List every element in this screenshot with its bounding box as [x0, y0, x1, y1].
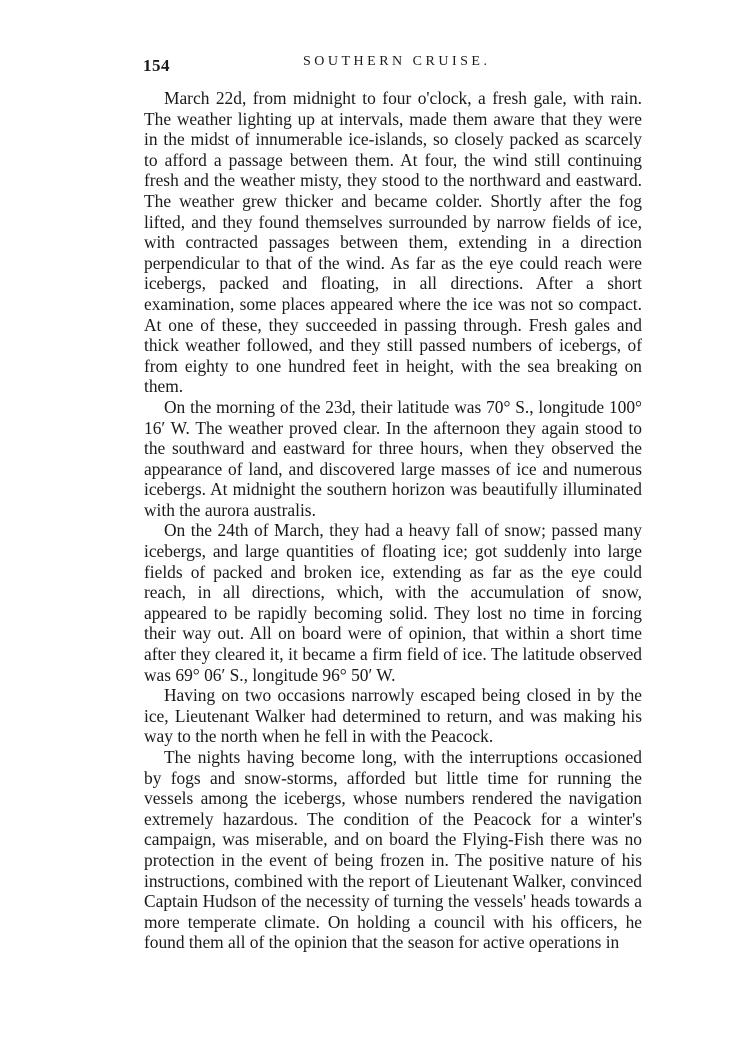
- running-head: [143, 52, 643, 76]
- paragraph: Having on two occasions narrowly escaped being closed in by the ice, Lieutenant Walker had determined to return, and was making his way to the north when he fell in with the Peacock.: [144, 685, 642, 747]
- paragraph: On the morning of the 23d, their latitude was 70° S., longitude 100° 16′ W. The weather proved clear. In the afternoon they again stood to the southward and eastward for three hours, when they observed the appearance of land, and discovered large masses of ice and numerous icebergs. At midnight the southern horizon was beautifully illuminated with the aurora australis.: [144, 396, 642, 520]
- page-number: 154: [143, 56, 170, 75]
- paragraph: The nights having become long, with the interruptions occasioned by fogs and snow-storms, afforded but little time for running the vessels among the icebergs, whose numbers rendered the navigation extremely hazardous. The condition of the Peacock for a winter's campaign, was miserable, and on board the Flying-Fish there was no protection in the event of being frozen in. The positive nature of his instructions, combined with the report of Lieutenant Walker, convinced Captain Hudson of the necessity of turning the vessels' heads towards a more temperate climate. On holding a council with his officers, he found them all of the opinion that the season for active operations in: [144, 747, 642, 953]
- running-title: SOUTHERN CRUISE.: [303, 54, 491, 69]
- paragraph: March 22d, from midnight to four o'clock, a fresh gale, with rain. The weather lighting up at intervals, made them aware that they were in the midst of innumerable ice-islands, so closely packed as scarcely to afford a passage between them. At four, the wind still continuing fresh and the weather misty, they stood to the northward and eastward. The weather grew thicker and became colder. Shortly after the fog lifted, and they found themselves surrounded by narrow fields of ice, with contracted passages between them, extending in a direction perpendicular to that of the wind. As far as the eye could reach were icebergs, packed and floating, in all directions. After a short examination, some places appeared where the ice was not so compact. At one of these, they succeeded in passing through. Fresh gales and thick weather followed, and they still passed numbers of icebergs, of from eighty to one hundred feet in height, with the sea breaking on them.: [144, 88, 642, 397]
- paragraph: On the 24th of March, they had a heavy fall of snow; passed many icebergs, and large quantities of floating ice; got suddenly into large fields of packed and broken ice, extending as far as the eye could reach, in all directions, which, with the accumulation of snow, appeared to be rapidly becoming solid. They lost no time in forcing their way out. All on board were of opinion, that within a short time after they cleared it, it became a firm field of ice. The latitude observed was 69° 06′ S., longitude 96° 50′ W.: [144, 520, 642, 685]
- body-text: [144, 88, 642, 953]
